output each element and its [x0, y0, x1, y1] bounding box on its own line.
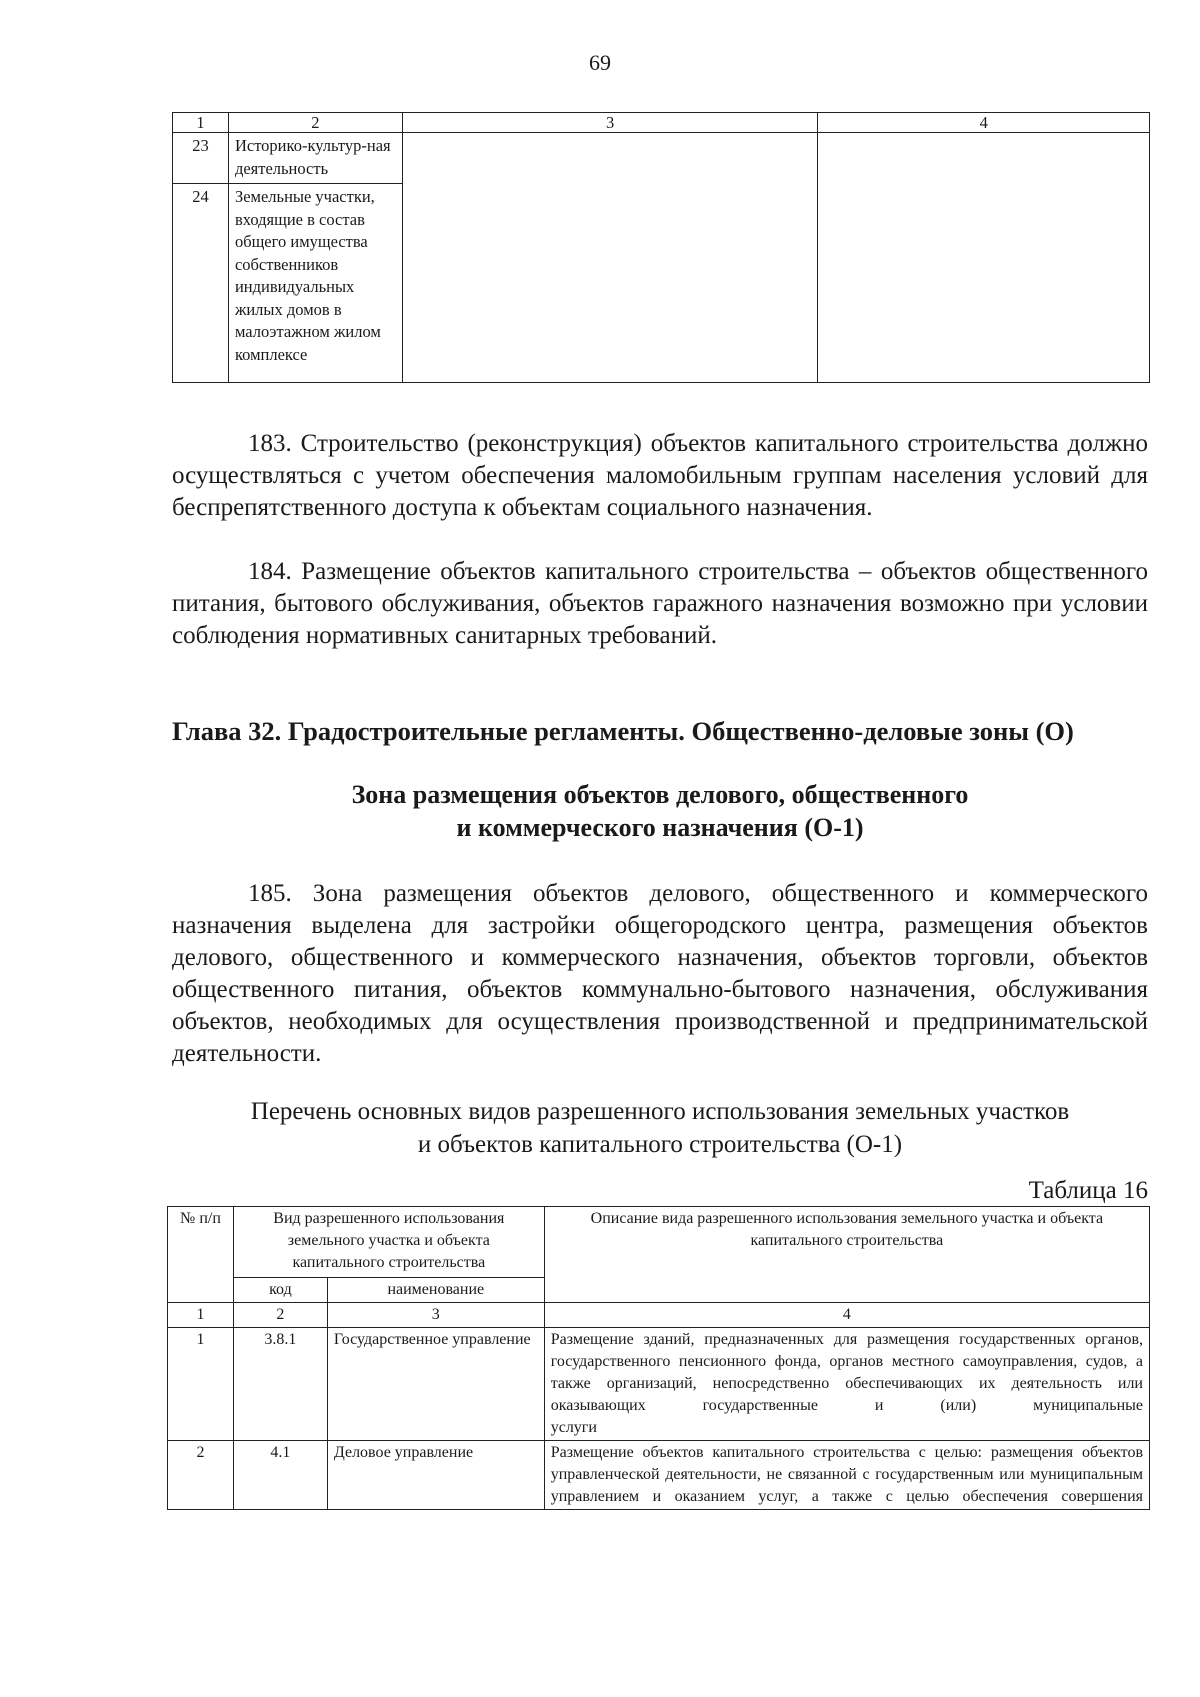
row-code: 3.8.1 [233, 1328, 327, 1441]
permitted-use-table [167, 1206, 1150, 1510]
column-number: 4 [544, 1303, 1149, 1328]
paragraph-184 [172, 556, 1148, 652]
list-title-line: и объектов капитального строительства (О-1) [417, 1131, 903, 1158]
column-number: 3 [402, 113, 817, 133]
zone-title [172, 778, 1148, 844]
page-number: 69 [589, 50, 611, 75]
zone-title-line: Зона размещения объектов делового, общественного [351, 780, 969, 809]
paragraph-text: 184. Размещение объектов капитального строительства – объектов общественного питания, бытового обслуживания, объектов гаражного назначения возможно при условии соблюдения нормативных санитарных требований. [172, 558, 1148, 649]
row-name: Деловое управление [327, 1441, 544, 1510]
row-description [544, 1328, 1149, 1441]
description-text-end: услуги [550, 1419, 597, 1436]
paragraph-183 [172, 428, 1148, 524]
row-name: Государственное управление [327, 1328, 544, 1441]
list-title [172, 1095, 1148, 1161]
column-number: 4 [818, 113, 1150, 133]
header-name: наименование [327, 1278, 544, 1303]
empty-cell [402, 133, 817, 383]
paragraph-text: 183. Строительство (реконструкция) объектов капитального строительства должно осуществляться с учетом обеспечения маломобильным группам населения условий для беспрепятственного доступа к объектам социального назначения. [172, 430, 1148, 521]
header-desc: Описание вида разрешенного использования земельного участка и объекта капитального строительства [544, 1207, 1149, 1303]
table-row [168, 1441, 1150, 1510]
column-number: 1 [168, 1303, 234, 1328]
row-name: Историко-культур-ная деятельность [228, 133, 402, 184]
zone-title-line: и коммерческого назначения (О-1) [456, 813, 864, 842]
paragraph-text: 185. Зона размещения объектов делового, общественного и коммерческого назначения выделена для застройки общегородского центра, размещения объектов делового, общественного и коммерческого назначения, объектов торговли, объектов общественного питания, объектов коммунально-бытового назначения, обслуживания объектов, необходимых для осуществления производственной и предпринимательской деятельности. [172, 880, 1148, 1067]
column-number: 1 [173, 113, 229, 133]
column-number-row [168, 1303, 1150, 1328]
description-text: Размещение зданий, предназначенных для размещения государственных органов, государственного пенсионного фонда, органов местного самоуправления, судов, а также организаций, непосредственно обеспечивающих их деятельность или оказывающих государственные и (или) муниципальные [550, 1331, 1143, 1414]
row-number: 23 [173, 133, 229, 184]
table-label: Таблица 16 [1028, 1177, 1148, 1204]
row-number: 24 [173, 184, 229, 383]
header-code: код [233, 1278, 327, 1303]
description-text: Размещение объектов капитального строительства с целью: размещения объектов управленческой деятельности, не связанной с государственным или муниципальным управлением и оказанием услуг, а также с целью обеспечения совершения [550, 1444, 1143, 1505]
header-kind: Вид разрешенного использования земельного участка и объекта капитального строительства [233, 1207, 544, 1278]
empty-cell [818, 133, 1150, 383]
table-row [173, 133, 1150, 184]
table-header-row [168, 1207, 1150, 1278]
continuation-table [172, 112, 1150, 383]
chapter-title: Глава 32. Градостроительные регламенты. Общественно-деловые зоны (О) [172, 716, 1074, 746]
row-name: Земельные участки, входящие в состав общего имущества собственников индивидуальных жилых домов в малоэтажном жилом комплексе [228, 184, 402, 383]
table-row [168, 1328, 1150, 1441]
column-number: 2 [228, 113, 402, 133]
paragraph-185 [172, 878, 1148, 1070]
table-header-row [173, 113, 1150, 133]
row-number: 2 [168, 1441, 234, 1510]
row-number: 1 [168, 1328, 234, 1441]
row-description [544, 1441, 1149, 1510]
row-code: 4.1 [233, 1441, 327, 1510]
column-number: 3 [327, 1303, 544, 1328]
column-number: 2 [233, 1303, 327, 1328]
header-num: № п/п [168, 1207, 234, 1303]
list-title-line: Перечень основных видов разрешенного использования земельных участков [250, 1098, 1070, 1125]
